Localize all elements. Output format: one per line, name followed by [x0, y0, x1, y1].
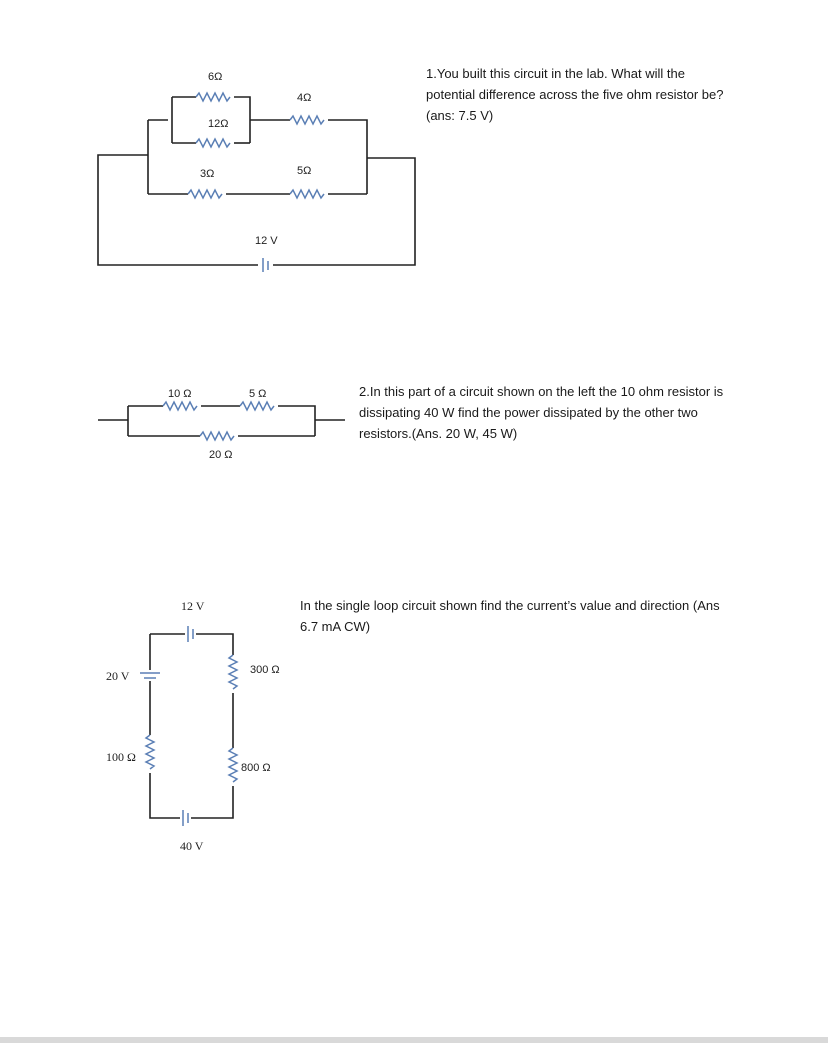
label-5-ohm-b: 5 Ω — [249, 388, 267, 400]
label-100-ohm: 100 Ω — [106, 750, 136, 764]
bottom-scrollbar-track — [0, 1037, 828, 1043]
label-10-ohm: 10 Ω — [168, 388, 192, 400]
label-40v: 40 V — [180, 839, 204, 853]
question-3-text: In the single loop circuit shown find the current’s value and direction (Ans 6.7 mA CW) — [300, 598, 720, 634]
question-1-text: 1.You built this circuit in the lab. What will the potential difference across the five ohm resistor be? (ans: 7.5 V) — [426, 66, 724, 123]
resistor-300-ohm — [229, 655, 237, 689]
label-12v: 12 V — [181, 599, 205, 613]
label-800-ohm: 800 Ω — [241, 762, 271, 774]
label-battery-12v: 12 V — [255, 235, 278, 247]
label-300-ohm: 300 Ω — [250, 664, 280, 676]
label-20v: 20 V — [106, 669, 130, 683]
label-4-ohm: 4Ω — [297, 92, 312, 104]
label-6-ohm: 6Ω — [208, 71, 223, 83]
label-5-ohm: 5Ω — [297, 165, 312, 177]
label-20-ohm: 20 Ω — [209, 449, 233, 461]
resistor-100-ohm — [146, 735, 154, 769]
label-12-ohm: 12Ω — [208, 118, 229, 130]
label-3-ohm: 3Ω — [200, 168, 215, 180]
question-2-text: 2.In this part of a circuit shown on the left the 10 ohm resistor is dissipating 40 W find the power dissipated by the other two resistors.(Ans. 20 W, 45 W) — [359, 384, 724, 441]
resistor-800-ohm — [229, 748, 237, 782]
